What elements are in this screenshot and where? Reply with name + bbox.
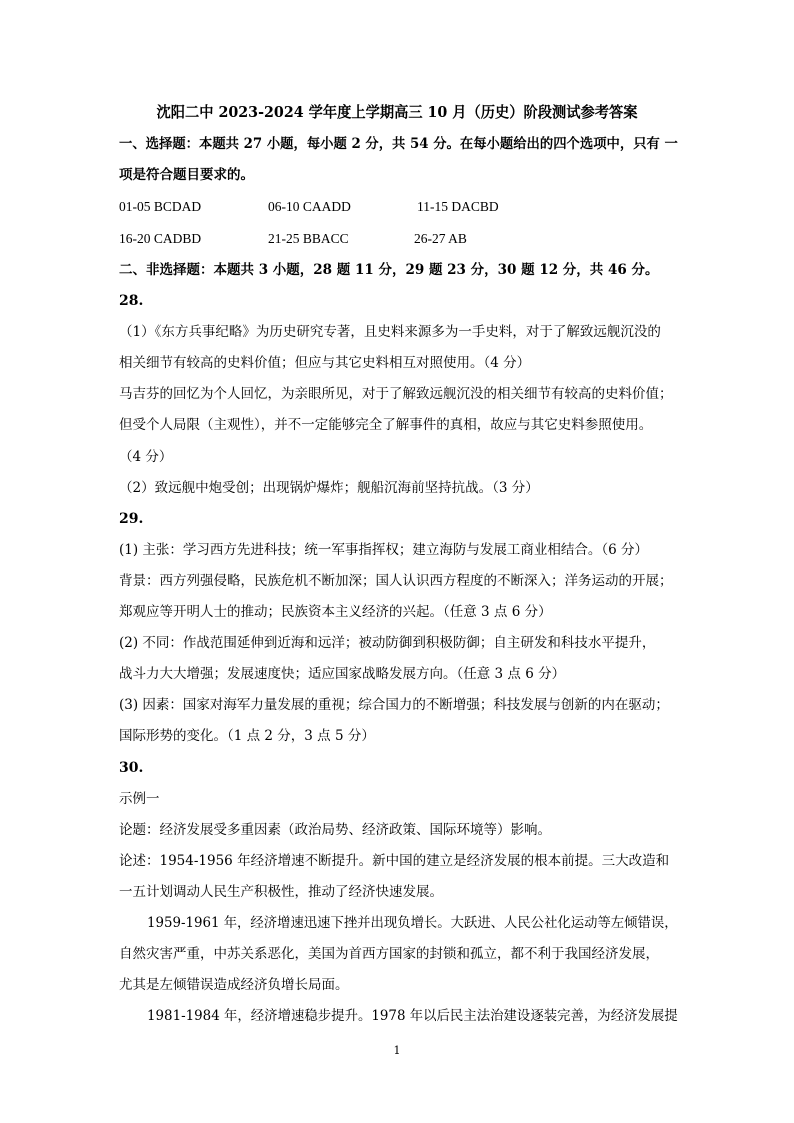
section1-heading-line2: 项是符合题目要求的。 <box>119 167 254 183</box>
answer-group: 21-25 BBACC <box>268 231 349 246</box>
q29-line: 郑观应等开明人士的推动；民族资本主义经济的兴起。（任意 3 点 6 分） <box>119 604 552 620</box>
q30-line: 1981-1984 年，经济增速稳步提升。1978 年以后民主法治建设逐装完善，为经济发展提 <box>147 1008 678 1024</box>
page-title: 沈阳二中 2023-2024 学年度上学期高三 10 月（历史）阶段测试参考答案 <box>156 103 638 121</box>
q28-line: （2）致远舰中炮受创；出现锅炉爆炸；舰船沉海前坚持抗战。（3 分） <box>119 480 539 496</box>
answer-group: 01-05 BCDAD <box>119 199 202 214</box>
q30-line: 1959-1961 年，经济增速迅速下挫并出现负增长。大跃进、人民公社化运动等左倾错误， <box>147 915 678 931</box>
q29-line: 国际形势的变化。（1 点 2 分，3 点 5 分） <box>119 728 375 744</box>
q29-line: 背景：西方列强侵略，民族危机不断加深；国人认识西方程度的不断深入；洋务运动的开展； <box>119 573 673 589</box>
answer-group: 16-20 CADBD <box>119 231 202 246</box>
q28-line: 马吉芬的回忆为个人回忆，为亲眼所见，对于了解致远舰沉没的相关细节有较高的史料价值； <box>119 386 673 402</box>
answer-group: 26-27 AB <box>414 231 467 246</box>
q28-line: 相关细节有较高的史料价值；但应与其它史料相互对照使用。（4 分） <box>119 355 531 371</box>
q29-line: (2) 不同：作战范围延伸到近海和远洋；被动防御到积极防御；自主研发和科技水平提升， <box>119 635 656 651</box>
page-number: 1 <box>393 1044 401 1057</box>
q30-line: 自然灾害严重，中苏关系恶化，美国为首西方国家的封锁和孤立，都不利于我国经济发展， <box>119 946 659 962</box>
answer-group: 06-10 CAADD <box>268 199 351 214</box>
q29-line: (3) 因素：国家对海军力量发展的重视；综合国力的不断增强；科技发展与创新的内在驱动； <box>119 697 669 713</box>
answer-group: 11-15 DACBD <box>417 199 499 214</box>
q30-line: 论述：1954-1956 年经济增速不断提升。新中国的建立是经济发展的根本前提。三大改造和 <box>119 853 670 869</box>
q30-line: 一五计划调动人民生产积极性，推动了经济快速发展。 <box>119 884 443 900</box>
q30-line: 示例一 <box>119 791 160 807</box>
question-number-29: 29. <box>119 511 144 527</box>
question-number-28: 28. <box>119 293 144 309</box>
q29-line: 战斗力大大增强；发展速度快；适应国家战略发展方向。（任意 3 点 6 分） <box>119 666 566 682</box>
question-number-30: 30. <box>119 760 144 776</box>
q29-line: (1) 主张：学习西方先进科技；统一军事指挥权；建立海防与发展工商业相结合。（6 分） <box>119 542 649 558</box>
q30-line: 论题：经济发展受多重因素（政治局势、经济政策、国际环境等）影响。 <box>119 822 551 838</box>
q28-line: （4 分） <box>119 449 173 465</box>
section2-heading: 二、非选择题：本题共 3 小题，28 题 11 分，29 题 23 分，30 题 12 分，共 46 分。 <box>119 262 659 278</box>
section1-heading-line1: 一、选择题：本题共 27 小题，每小题 2 分，共 54 分。在每小题给出的四个选项中，只有 一 <box>119 136 678 152</box>
q28-line: 但受个人局限（主观性），并不一定能够完全了解事件的真相，故应与其它史料参照使用。 <box>119 417 653 433</box>
q28-line: （1）《东方兵事纪略》为历史研究专著，且史料来源多为一手史料，对于了解致远舰沉没的 <box>119 324 661 340</box>
q30-line: 尤其是左倾错误造成经济负增长局面。 <box>119 977 349 993</box>
